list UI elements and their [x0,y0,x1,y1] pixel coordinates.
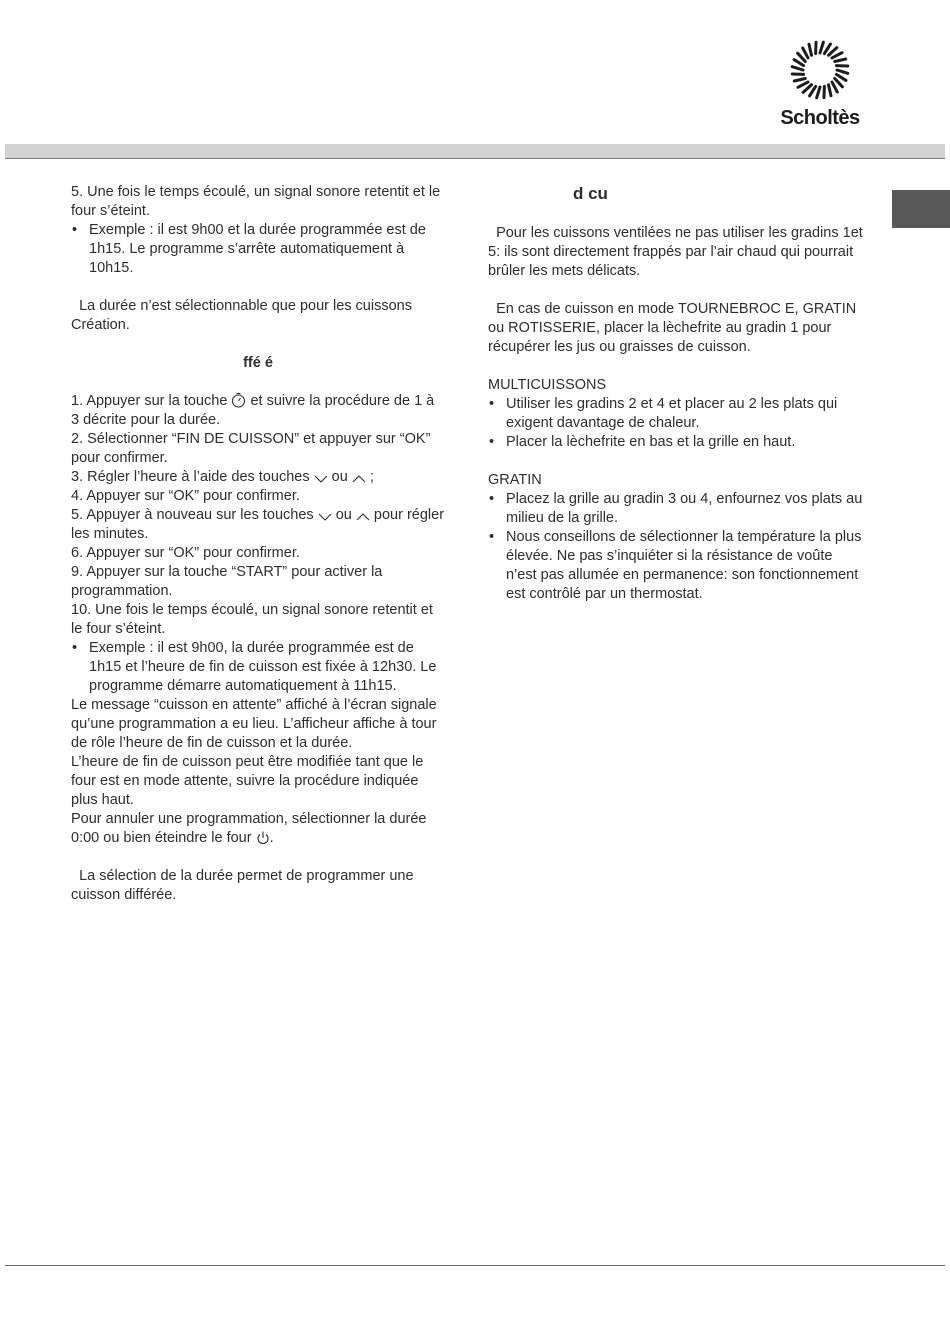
right-column [488,183,863,604]
step-10: 10. Une fois le temps écoulé, un signal sonore retentit et le four s’éteint. [71,602,433,637]
step-3: 3. Régler l’heure à l’aide des touches ou ; [71,469,374,485]
gratin-heading: GRATIN [488,472,542,488]
multicuissons-bullet-1: • Utiliser les gradins 2 et 4 et placer au 2 les plats qui exigent davantage de chaleur. [488,395,863,433]
chevron-down-icon [318,512,332,522]
chevron-down-icon [314,474,328,484]
example-bullet: • Exemple : il est 9h00 et la durée programmée est de 1h15. Le programme s’arrête automatiquement à 10h15. [71,221,445,278]
section-heading: ffé é [243,355,273,371]
step-6: 6. Appuyer sur “OK” pour confirmer. [71,545,300,561]
power-icon [256,830,270,845]
brand-name: Scholtès [780,107,860,129]
footer-rule [5,1265,945,1266]
brand-logo [772,38,868,133]
chevron-up-icon [352,474,366,484]
example-bullet-2: • Exemple : il est 9h00, la durée programmée est de 1h15 et l’heure de fin de cuisson est fixée à 12h30. Le programme démarre automatiquement à 11h15. [71,639,445,696]
chevron-up-icon [356,512,370,522]
step-5: 5. Appuyer à nouveau sur les touches ou pour régler les minutes. [71,507,445,542]
step-9: 9. Appuyer sur la touche “START” pour activer la programmation. [71,564,383,599]
waiting-message-text: Le message “cuisson en attente” affiché à l’écran signale qu’une programmation a eu lieu. L’afficheur affiche à tour de rôle l’heure de fin de cuisson et la durée. [71,697,437,751]
left-column [71,183,445,905]
multicuissons-heading: MULTICUISSONS [488,377,607,393]
sun-logo-icon [786,38,854,106]
header-band [5,144,945,159]
note-duration: La durée n’est sélectionnable que pour les cuissons Création. [71,298,412,333]
step-4: 4. Appuyer sur “OK” pour confirmer. [71,488,300,504]
rotisserie-note: En cas de cuisson en mode TOURNEBROC E, GRATIN ou ROTISSERIE, placer la lèchefrite au gradin 1 pour récupérer les jus ou graisses de cuisson. [488,301,857,355]
gratin-bullet-1: • Placez la grille au gradin 3 ou 4, enfournez vos plats au milieu de la grille. [488,490,863,528]
multicuissons-bullet-2: • Placer la lèchefrite en bas et la grille en haut. [488,433,863,452]
note-delayed: La sélection de la durée permet de programmer une cuisson différée. [71,868,414,903]
cancel-program-text: Pour annuler une programmation, sélectionner la durée 0:00 ou bien éteindre le four . [71,811,427,846]
language-tab [892,190,950,228]
fan-cooking-note: Pour les cuissons ventilées ne pas utiliser les gradins 1et 5: ils sont directement frappés par l’air chaud qui pourrait brûler les mets délicats. [488,225,863,279]
step-1: 1. Appuyer sur la touche et suivre la procédure de 1 à 3 décrite pour la durée. [71,393,435,428]
step-5-text: 5. Une fois le temps écoulé, un signal sonore retentit et le four s’éteint. [71,184,441,219]
timer-icon [231,392,246,408]
modify-end-time-text: L’heure de fin de cuisson peut être modifiée tant que le four est en mode attente, suivre la procédure indiquée plus haut. [71,754,424,808]
step-2: 2. Sélectionner “FIN DE CUISSON” et appuyer sur “OK” pour confirmer. [71,431,431,466]
gratin-bullet-2: • Nous conseillons de sélectionner la température la plus élevée. Ne pas s’inquiéter si la résistance de voûte n’est pas allumée en permanence: son fonctionnement est contrôlé par un thermostat. [488,528,863,604]
right-heading: d cu [573,184,608,203]
